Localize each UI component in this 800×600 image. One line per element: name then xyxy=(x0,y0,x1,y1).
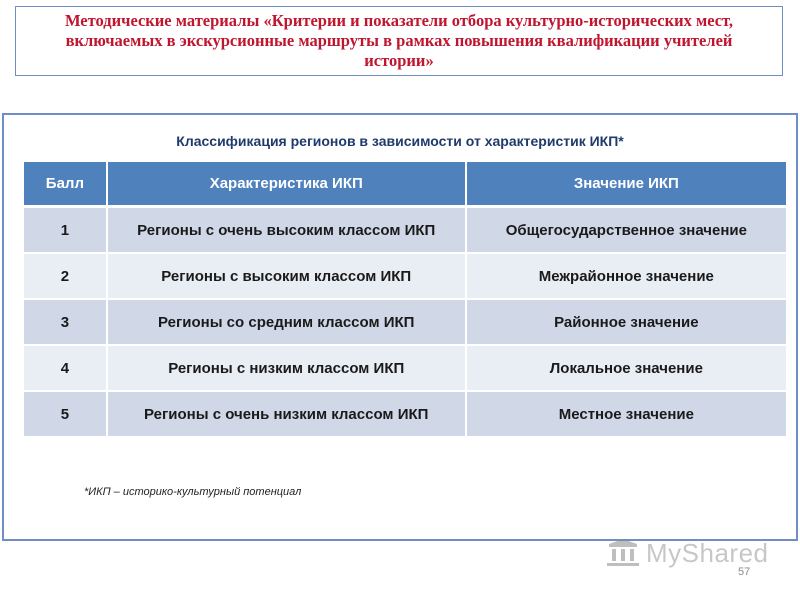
cell-score: 4 xyxy=(24,346,108,392)
cell-score: 3 xyxy=(24,300,108,346)
table-row xyxy=(24,346,786,392)
cell-significance: Местное значение xyxy=(467,392,786,438)
column-header-significance: Значение ИКП xyxy=(467,162,786,208)
page-number: 57 xyxy=(738,566,751,578)
ikp-classification-table xyxy=(24,162,786,438)
cell-characteristic: Регионы с очень низким классом ИКП xyxy=(108,392,467,438)
table-row xyxy=(24,254,786,300)
table-header-row xyxy=(24,162,786,208)
document-title: Методические материалы «Критерии и показатели отбора культурно-исторических мест, включаемых в экскурсионные маршруты в рамках повышения квалификации учителей истории» xyxy=(64,11,734,70)
myshared-logo-icon xyxy=(606,539,640,569)
cell-characteristic: Регионы с низким классом ИКП xyxy=(108,346,467,392)
cell-score: 5 xyxy=(24,392,108,438)
cell-characteristic: Регионы со средним классом ИКП xyxy=(108,300,467,346)
myshared-watermark xyxy=(606,538,769,569)
cell-characteristic: Регионы с очень высоким классом ИКП xyxy=(108,208,467,254)
table-row xyxy=(24,392,786,438)
cell-significance: Районное значение xyxy=(467,300,786,346)
cell-significance: Локальное значение xyxy=(467,346,786,392)
table-caption: Классификация регионов в зависимости от характеристик ИКП* xyxy=(176,133,624,149)
cell-characteristic: Регионы с высоким классом ИКП xyxy=(108,254,467,300)
watermark-text: MyShared xyxy=(646,538,769,568)
column-header-score: Балл xyxy=(24,162,108,208)
footnote: *ИКП – историко-культурный потенциал xyxy=(84,486,302,498)
table-row xyxy=(24,300,786,346)
cell-score: 1 xyxy=(24,208,108,254)
title-box xyxy=(15,6,783,76)
content-panel xyxy=(2,113,798,541)
column-header-characteristic: Характеристика ИКП xyxy=(108,162,467,208)
table-row xyxy=(24,208,786,254)
cell-score: 2 xyxy=(24,254,108,300)
cell-significance: Межрайонное значение xyxy=(467,254,786,300)
cell-significance: Общегосударственное значение xyxy=(467,208,786,254)
